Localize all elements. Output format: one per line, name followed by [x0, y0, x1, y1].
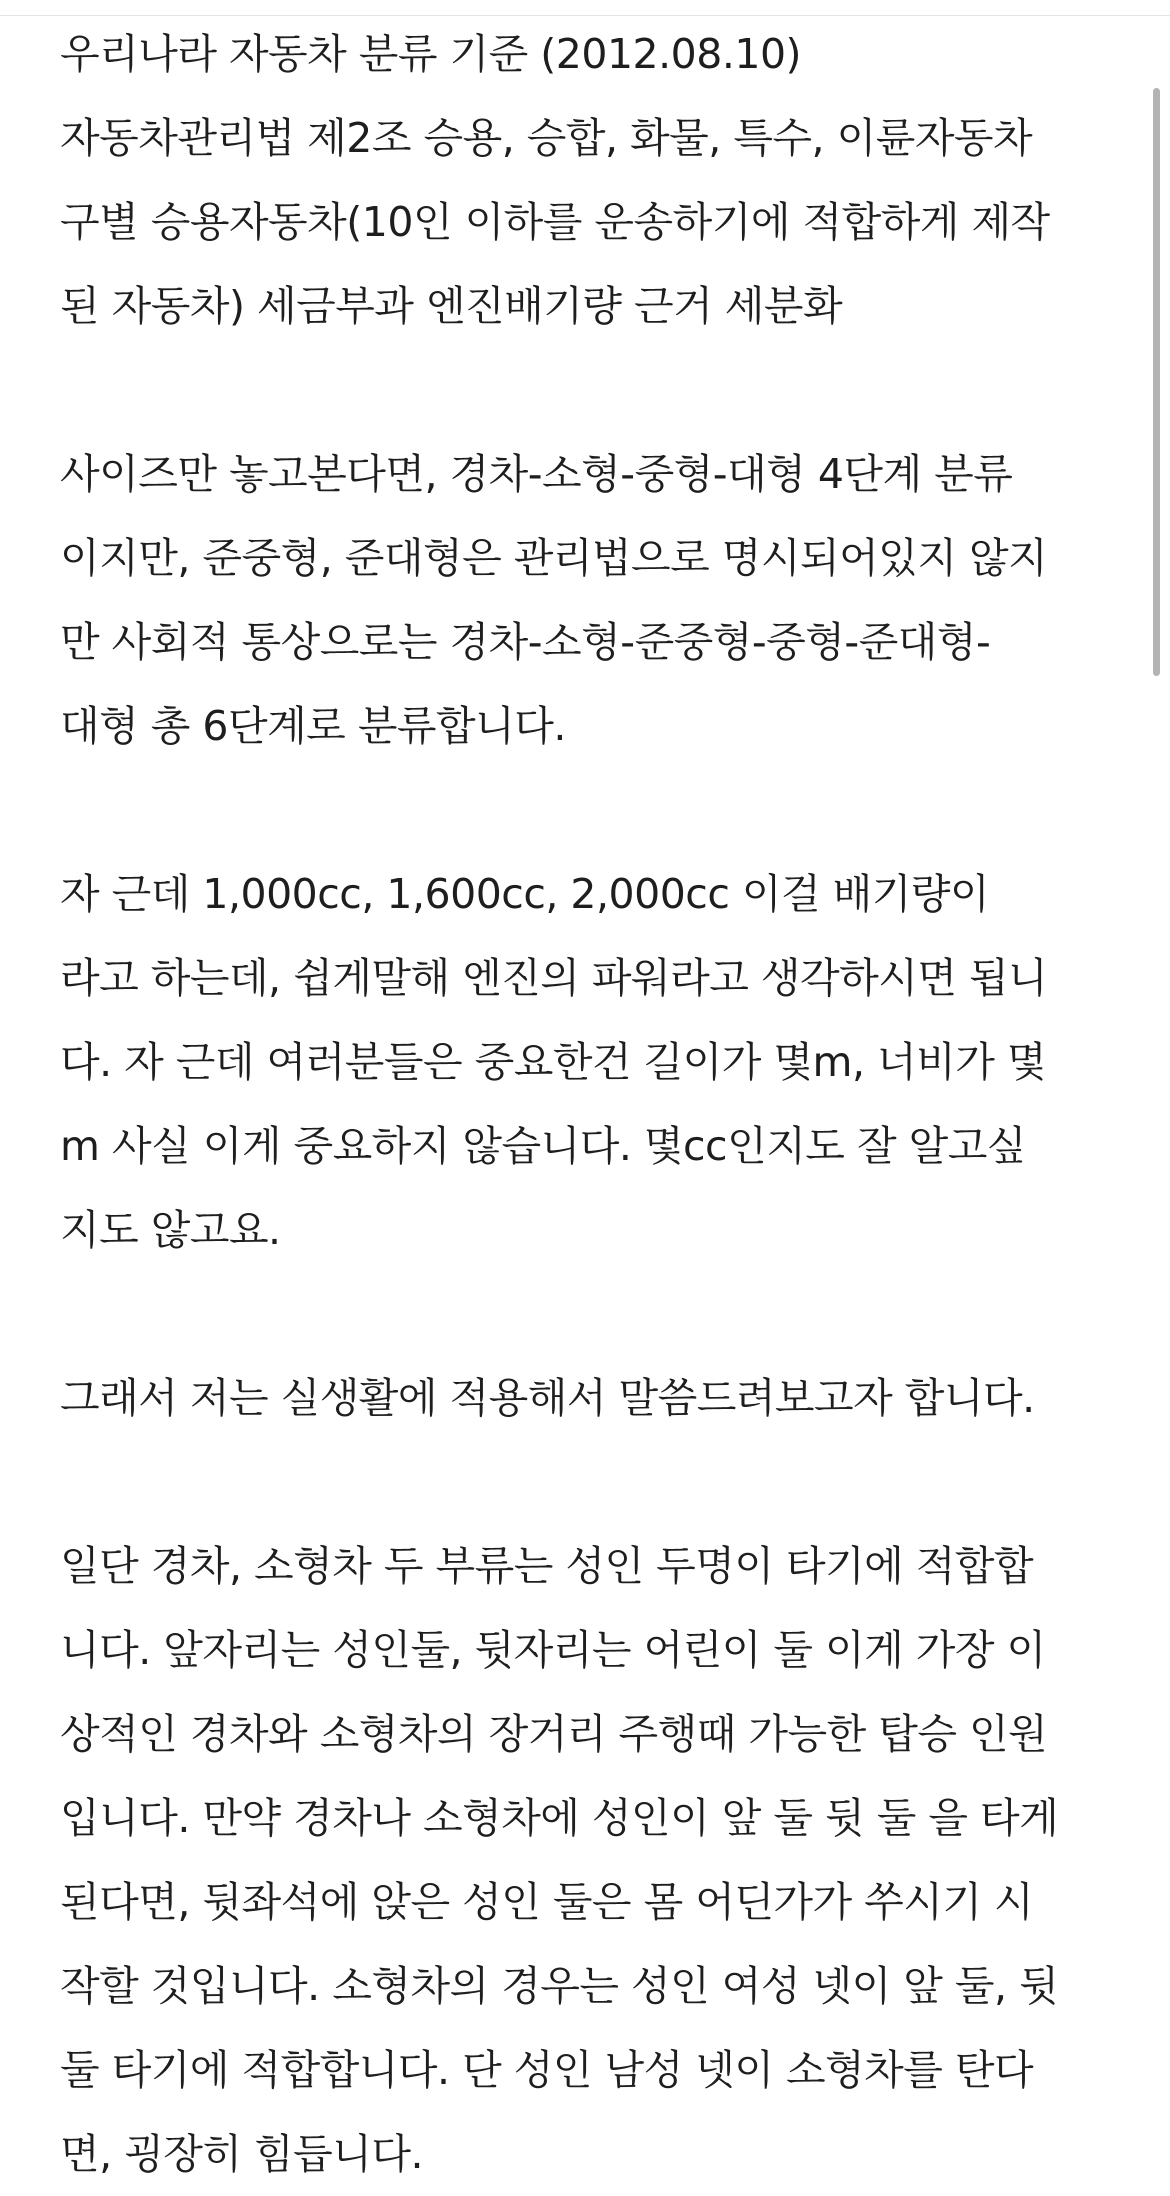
paragraph-classification-standard: 우리나라 자동차 분류 기준 (2012.08.10) 자동차관리법 제2조 승용, 승합, 화물, 특수, 이륜자동차 구별 승용자동차(10인 이하를 운송하기에 적합하게 제작 된 자동차) 세금부과 엔진배기량 근거 세분화: [60, 30, 1050, 330]
article-body: [60, 12, 1120, 2196]
paragraph-spacer: [60, 768, 1120, 852]
paragraph-spacer: [60, 1440, 1120, 1524]
paragraph-size-classes: 사이즈만 놓고본다면, 경차-소형-중형-대형 4단계 분류 이지만, 준중형, 준대형은 관리법으로 명시되어있지 않지 만 사회적 통상으로는 경차-소형-준중형-중형-준대형- 대형 총 6단계로 분류합니다.: [60, 450, 1048, 750]
vertical-scrollbar-thumb[interactable]: [1153, 88, 1160, 676]
paragraph-displacement: 자 근데 1,000cc, 1,600cc, 2,000cc 이걸 배기량이 라고 하는데, 쉽게말해 엔진의 파워라고 생각하시면 됩니 다. 자 근데 여러분들은 중요한건 길이가 몇m, 너비가 몇 m 사실 이게 중요하지 않습니다. 몇cc인지도 잘 알고싶 지도 않고요.: [60, 870, 1048, 1254]
paragraph-real-life-intro: 그래서 저는 실생활에 적용해서 말씀드려보고자 합니다.: [60, 1374, 1035, 1422]
paragraph-compact-cars: 일단 경차, 소형차 두 부류는 성인 두명이 타기에 적합합 니다. 앞자리는 성인둘, 뒷자리는 어린이 둘 이게 가장 이 상적인 경차와 소형차의 장거리 주행때 가능한 탑승 인원 입니다. 만약 경차나 소형차에 성인이 앞 둘 뒷 둘 을 타게 된다면, 뒷좌석에 앉은 성인 둘은 몸 어딘가가 쑤시기 시 작할 것입니다. 소형차의 경우는 성인 여성 넷이 앞 둘, 뒷 둘 타기에 적합합니다. 단 성인 남성 넷이 소형차를 탄다 면, 굉장히 힘듭니다.: [60, 1542, 1059, 2178]
paragraph-spacer: [60, 1272, 1120, 1356]
paragraph-spacer: [60, 348, 1120, 432]
